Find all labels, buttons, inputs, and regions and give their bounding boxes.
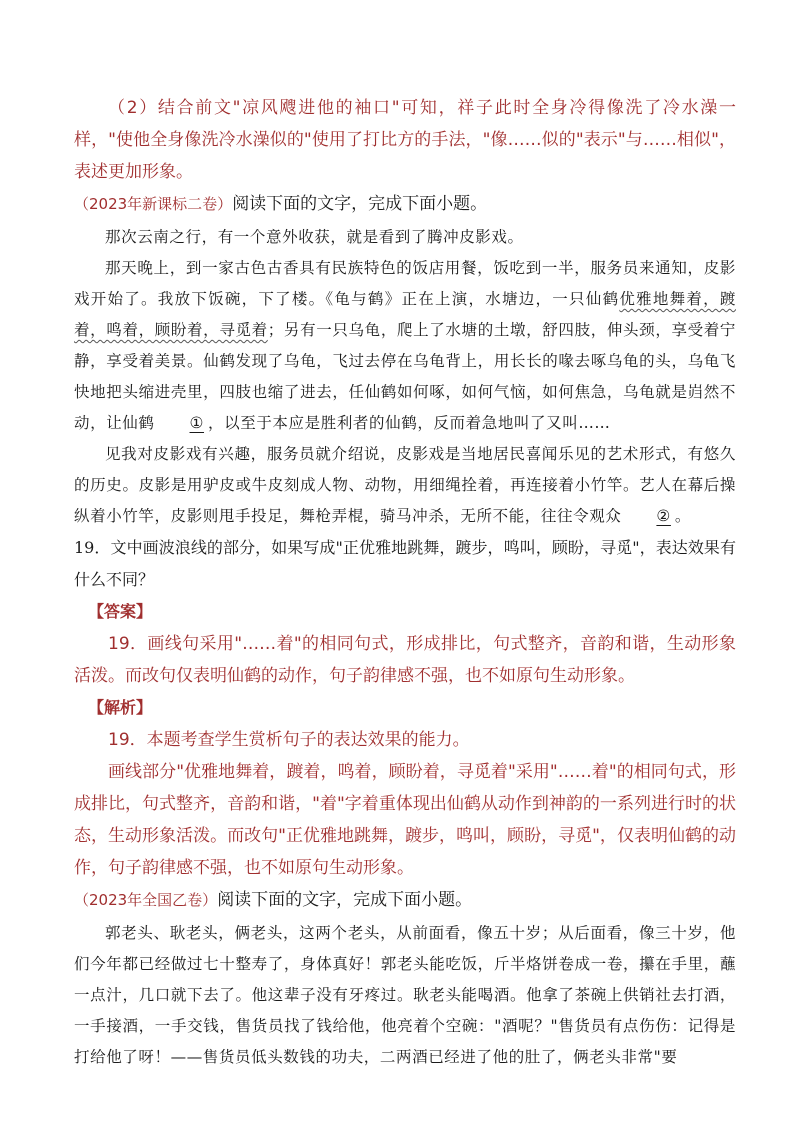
analysis-label: 【解析】 [88, 698, 153, 717]
analysis-line-2: 画线部分"优雅地舞着，踱着，鸣着，顾盼着，寻觅着"采用"……着"的相同句式，形成排比，句式整齐，音韵和谐，"着"字着重体现出仙鹤从动作到神韵的一系列进行时的状态，生动形象活泼。而改句"正优雅地跳舞，踱步，鸣叫，顾盼，寻觅"，仅表明仙鹤的动作，句子韵律感不强，也不如原句生动形象。 [74, 762, 736, 878]
blank-2: ② [656, 507, 671, 525]
answer-text: 19．画线句采用"……着"的相同句式，形成排比，句式整齐，音韵和谐，生动形象活泼。而改句仅表明仙鹤的动作，句子韵律感不强，也不如原句生动形象。 [74, 634, 736, 686]
source-line-2 [74, 884, 736, 916]
source-instruction-2: 阅读下面的文字，完成下面小题。 [217, 890, 473, 910]
source-line-1 [74, 188, 736, 220]
answer-label: 【答案】 [88, 602, 153, 621]
passage1-paragraph-1: 那次云南之行，有一个意外收获，就是看到了腾冲皮影戏。 [105, 228, 524, 246]
passage1-p3-end: 。 [674, 507, 692, 525]
analysis-line-1: 19．本题考查学生赏析句子的表达效果的能力。 [108, 730, 470, 750]
passage1-paragraph-2 [74, 253, 736, 439]
passage2-paragraph-1: 郭老头、耿老头，俩老头，这两个老头，从前面看，像五十岁；从后面看，像三十岁，他们今年都已经做过七十整寿了，身体真好！郭老头能吃饭，斤半烙饼卷成一卷，攥在手里，蘸一点汁，几口就下去了。他这辈子没有牙疼过。耿老头能喝酒。他拿了茶碗上供销社去打酒，一手接酒，一手交钱，售货员找了钱给他，他亮着个空碗："酒呢？"售货员有点伤伤：记得是打给他了呀！——售货员低头数钱的功夫，二两酒已经进了他的肚了，俩老头非常"要 [74, 924, 736, 1066]
source-label-1: （2023年新课标二卷） [74, 195, 233, 213]
wavy-underlined-phrase: 优雅地舞着，踱着，鸣着，顾盼着，寻觅着 [74, 290, 736, 339]
passage1-p2-text-c: ，以至于本应是胜利者的仙鹤，反而着急地叫了又叫…… [208, 414, 611, 432]
source-instruction-1: 阅读下面的文字，完成下面小题。 [232, 194, 488, 214]
passage1-p2-text-a: 那天晚上，到一家古色古香具有民族特色的饭店用餐，饭吃到一半，服务员来通知，皮影戏开始了。我放下饭碗，下了楼。《龟与鹤》正在上演，水塘边，一只仙鹤 [74, 259, 736, 308]
document-page [74, 92, 736, 1073]
passage1-p2-text-b: ；另有一只乌龟，爬上了水塘的土墩，舒四肢，伸头颈，享受着宁静，享受着美景。仙鹤发现了乌龟，飞过去停在乌龟背上，用长长的喙去啄乌龟的头，乌龟飞快地把头缩进壳里，四肢也缩了进去，任仙鹤如何啄，如何气恼，如何焦急，乌龟就是岿然不动，让仙鹤 [74, 321, 737, 432]
question-19: 19．文中画波浪线的部分，如果写成"正优雅地跳舞，踱步，鸣叫，顾盼，寻觅"，表达效果有什么不同？ [74, 538, 736, 589]
blank-1: ① [189, 414, 205, 432]
source-label-2: （2023年全国乙卷） [74, 891, 218, 909]
previous-analysis-text: （2）结合前文"凉风飕进他的袖口"可知，祥子此时全身冷得像洗了冷水澡一样，"使他全身像洗冷水澡似的"使用了打比方的手法，"像……似的"表示"与……相似"，表述更加形象。 [74, 98, 736, 182]
passage1-p3-text-a: 见我对皮影戏有兴趣，服务员就介绍说，皮影戏是当地居民喜闻乐见的艺术形式，有悠久的历史。皮影是用驴皮或牛皮刻成人物、动物，用细绳拴着，再连接着小竹竿。艺人在幕后操纵着小竹竿，皮影则甩手投足，舞枪弄棍，骑马冲杀，无所不能，往往令观众 [74, 445, 736, 525]
passage1-paragraph-3 [74, 439, 736, 532]
